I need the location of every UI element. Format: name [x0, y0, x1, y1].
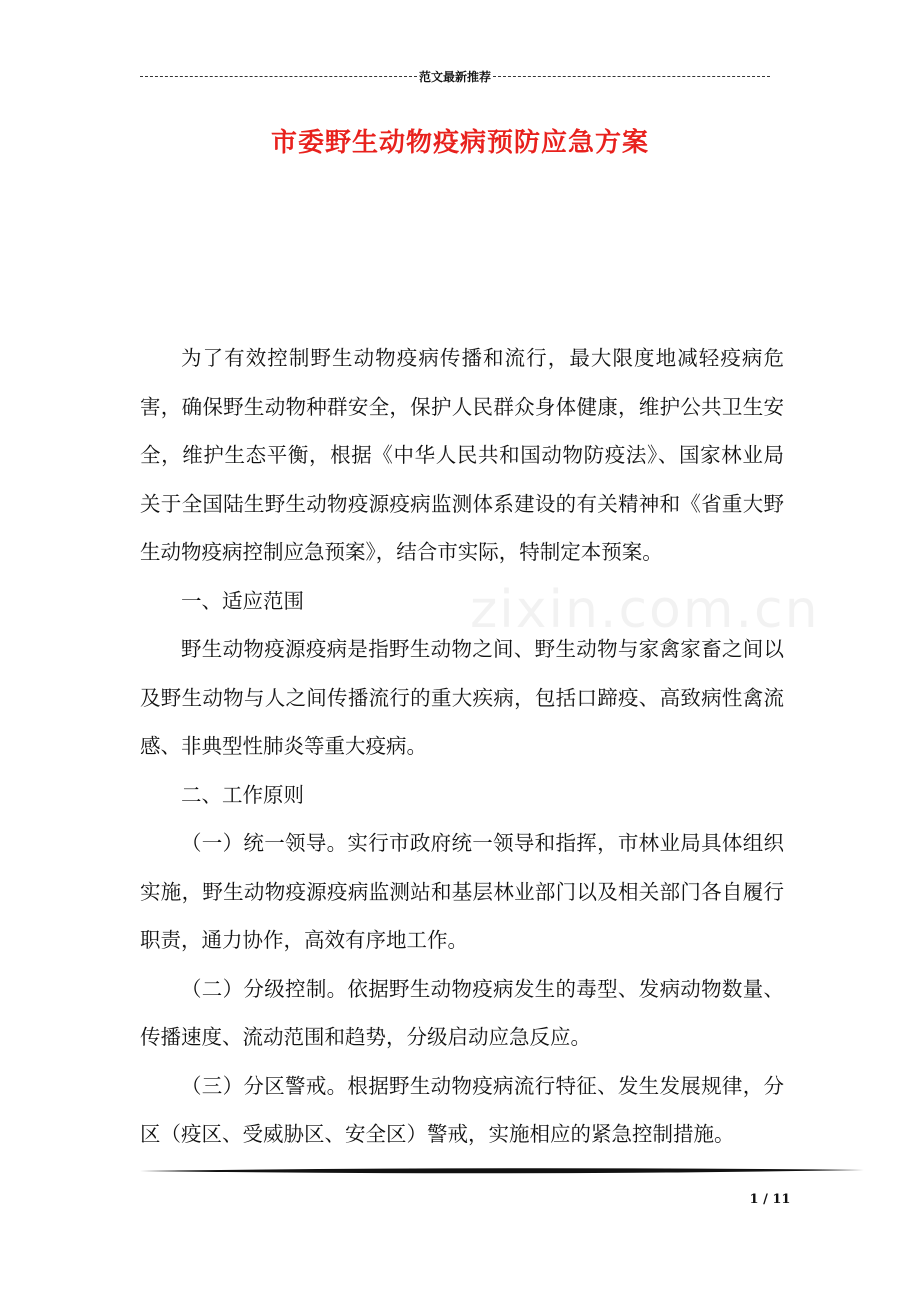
header-dash-right — [493, 76, 770, 77]
section-heading-scope: 一、适应范围 — [181, 588, 304, 613]
header-text: 范文最新推荐 — [419, 69, 492, 84]
paragraph-scope: 野生动物疫源疫病是指野生动物之间、野生动物与家禽家畜之间以及野生动物与人之间传播流行的重大疾病，包括口蹄疫、高致病性禽流感、非典型性肺炎等重大疫病。 — [140, 637, 784, 758]
paragraph-principle-2: （二）分级控制。依据野生动物疫病发生的毒型、发病动物数量、传播速度、流动范围和趋势，分级启动应急反应。 — [140, 976, 784, 1049]
paragraph-intro: 为了有效控制野生动物疫病传播和流行，最大限度地减轻疫病危害，确保野生动物种群安全，保护人民群众身体健康，维护公共卫生安全，维护生态平衡，根据《中华人民共和国动物防疫法》、国家林业局关于全国陆生野生动物疫源疫病监测体系建设的有关精神和《省重大野生动物疫病控制应急预案》，结合市实际，特制定本预案。 — [140, 346, 784, 564]
watermark-logo: zixin.com.cn — [470, 580, 820, 640]
page-number: 1 / 11 — [749, 1192, 791, 1207]
page-header — [140, 66, 770, 86]
document-title: 市委野生动物疫病预防应急方案 — [270, 128, 649, 158]
paragraph-principle-3: （三）分区警戒。根据野生动物疫病流行特征、发生发展规律，分区（疫区、受威胁区、安全区）警戒，实施相应的紧急控制措施。 — [140, 1073, 784, 1146]
paragraph-principle-1: （一）统一领导。实行市政府统一领导和指挥，市林业局具体组织实施，野生动物疫源疫病监测站和基层林业部门以及相关部门各自履行职责，通力协作，高效有序地工作。 — [140, 831, 784, 952]
section-heading-principles: 二、工作原则 — [181, 782, 304, 807]
footer-rule — [140, 1166, 864, 1176]
document-body — [140, 334, 784, 1159]
header-dash-left — [140, 76, 417, 77]
